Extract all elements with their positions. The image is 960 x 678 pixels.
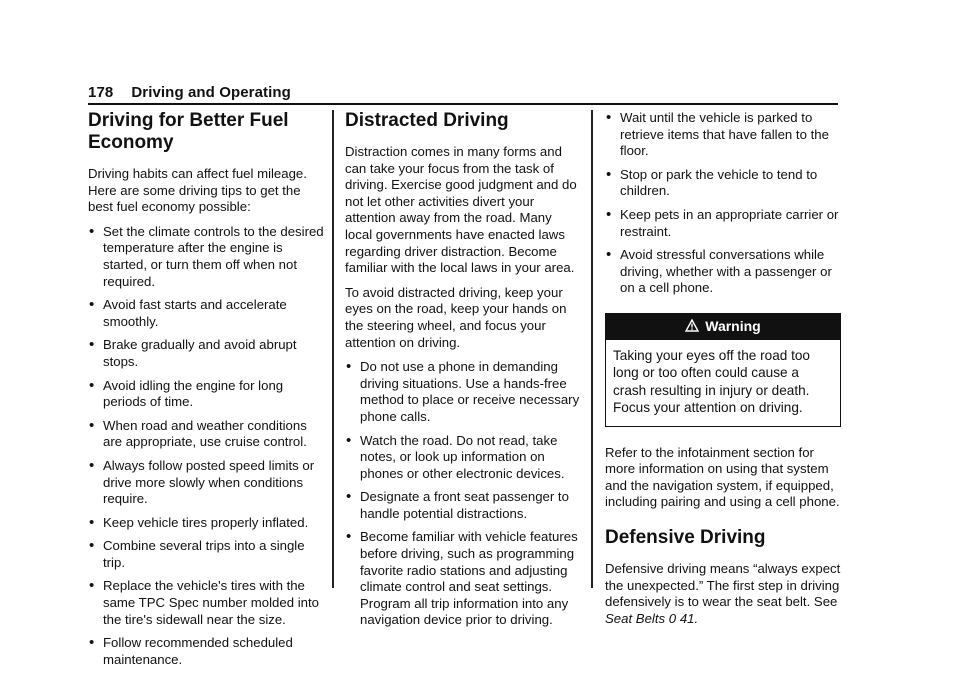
defensive-driving-heading: Defensive Driving <box>605 526 766 548</box>
list-item: • Avoid fast starts and accelerate smoothly. <box>88 297 324 330</box>
list-item: • Avoid idling the engine for long periods of time. <box>88 378 324 411</box>
fuel-tips-list <box>88 224 324 669</box>
warning-box <box>605 313 841 427</box>
page-ref-number[interactable]: 41. <box>679 610 699 626</box>
list-item: • Become familiar with vehicle features before driving, such as programming favorite radio stations and adjusting climate control and seat settings. Program all trip information into any navigation device prior to driving. <box>345 529 581 629</box>
list-item: • Wait until the vehicle is parked to retrieve items that have fallen to the floor. <box>605 110 841 160</box>
warning-body: Taking your eyes off the road too long or too often could cause a crash resulting in injury or death. Focus your attention on driving. <box>613 347 810 416</box>
page-number: 178 <box>88 84 114 101</box>
warning-title: Warning <box>705 317 761 334</box>
fuel-economy-heading: Driving for Better Fuel Economy <box>88 110 289 153</box>
list-item: • Always follow posted speed limits or drive more slowly when conditions require. <box>88 458 324 508</box>
list-item: • Keep pets in an appropriate carrier or restraint. <box>605 207 841 240</box>
list-item: • Designate a front seat passenger to handle potential distractions. <box>345 489 581 522</box>
distracted-paragraph-1: Distraction comes in many forms and can take your focus from the task of driving. Exercise good judgment and do not let other activities divert your attention away from the road. Many local governments have enacted laws regarding driver distraction. Become familiar with the local laws in your area. <box>345 144 577 276</box>
column-divider-1 <box>332 110 334 588</box>
header-rule <box>88 103 838 105</box>
column-3 <box>605 110 841 635</box>
list-item: • Brake gradually and avoid abrupt stops. <box>88 337 324 370</box>
column-2 <box>345 110 581 636</box>
list-item: • Replace the vehicle's tires with the same TPC Spec number molded into the tire's sidewall near the size. <box>88 578 324 628</box>
fuel-economy-intro: Driving habits can affect fuel mileage. Here are some driving tips to get the best fuel economy possible: <box>88 166 307 215</box>
distracted-driving-heading: Distracted Driving <box>345 110 509 131</box>
list-item: • Keep vehicle tires properly inflated. <box>88 515 324 532</box>
seat-belts-link[interactable]: Seat Belts <box>605 610 666 626</box>
warning-icon <box>685 319 699 332</box>
list-item: • Follow recommended scheduled maintenance. <box>88 635 324 668</box>
seat-belts-reference[interactable] <box>605 611 698 626</box>
page-ref-arrow: 0 <box>668 610 677 626</box>
list-item: • When road and weather conditions are appropriate, use cruise control. <box>88 418 324 451</box>
list-item: • Do not use a phone in demanding driving situations. Use a hands-free method to place or receive necessary phone calls. <box>345 359 581 425</box>
list-item: • Combine several trips into a single trip. <box>88 538 324 571</box>
warning-header <box>606 314 840 340</box>
list-item: • Avoid stressful conversations while driving, whether with a passenger or on a cell phone. <box>605 247 841 297</box>
list-item: • Stop or park the vehicle to tend to children. <box>605 167 841 200</box>
section-title: Driving and Operating <box>131 84 291 101</box>
distracted-paragraph-2: To avoid distracted driving, keep your eyes on the road, keep your hands on the steering wheel, and focus your attention on driving. <box>345 284 567 350</box>
list-item: • Set the climate controls to the desired temperature after the engine is started, or turn them off when not required. <box>88 224 324 290</box>
infotainment-paragraph: Refer to the infotainment section for more information on using that system and the navigation system, if equipped, including pairing and using a cell phone. <box>605 444 840 510</box>
distracted-list-continued <box>605 110 841 297</box>
defensive-paragraph <box>605 561 841 627</box>
list-item: • Watch the road. Do not read, take notes, or look up information on phones or other electronic devices. <box>345 433 581 483</box>
distracted-list <box>345 359 581 629</box>
column-divider-2 <box>591 110 593 588</box>
column-1 <box>88 110 324 675</box>
defensive-text: Defensive driving means “always expect the unexpected.” The first step in driving defensively is to wear the seat belt. See <box>605 560 841 610</box>
running-header <box>88 84 291 101</box>
